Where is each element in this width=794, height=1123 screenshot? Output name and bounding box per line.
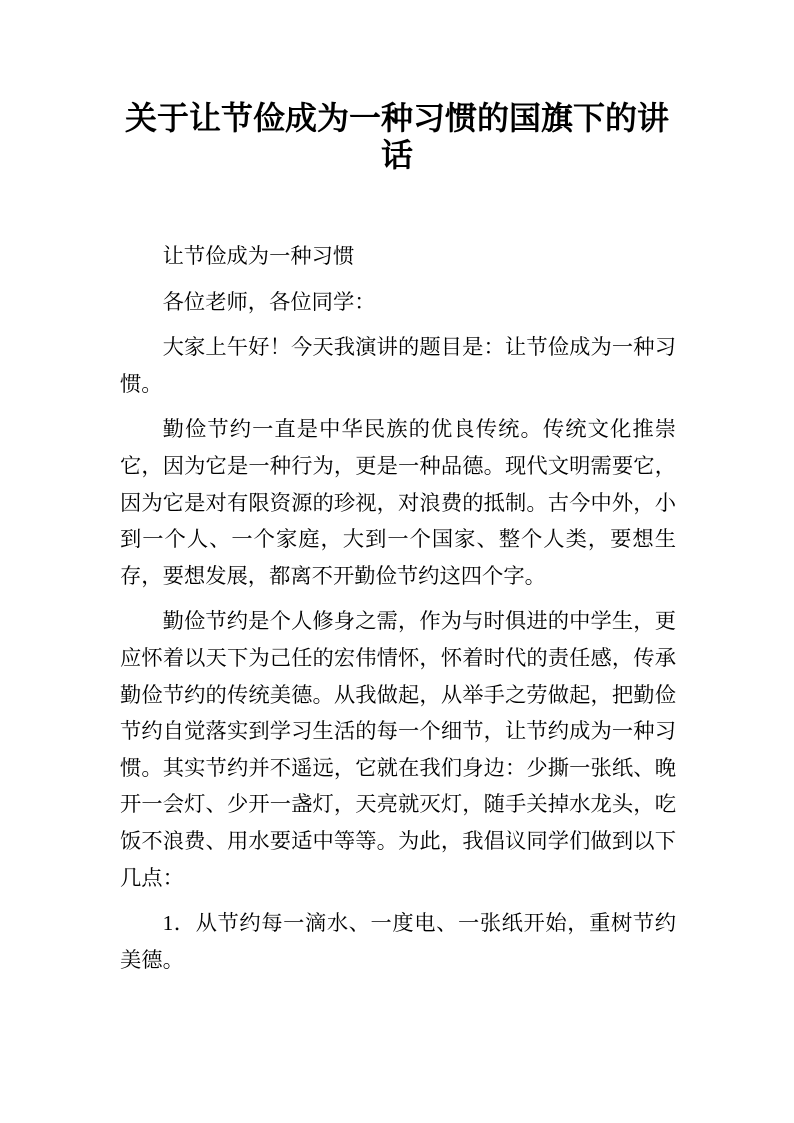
body-paragraph: 勤俭节约一直是中华民族的优良传统。传统文化推崇它，因为它是一种行为，更是一种品德。现代文明需要它，因为它是对有限资源的珍视，对浪费的抵制。古今中外，小到一个人、一个家庭，大到一个国家、整个人类，要想生存，要想发展，都离不开勤俭节约这四个字。	[120, 417, 676, 588]
list-item: 1．从节约每一滴水、一度电、一张纸开始，重树节约美德。	[120, 911, 676, 972]
subtitle-paragraph: 让节俭成为一种习惯	[162, 244, 355, 268]
document-title: 关于让节俭成为一种习惯的国旗下的讲话	[124, 100, 669, 173]
salutation-paragraph: 各位老师，各位同学：	[162, 289, 376, 314]
body-paragraph: 勤俭节约是个人修身之需，作为与时俱进的中学生，更应怀着以天下为己任的宏伟情怀，怀着时代的责任感，传承勤俭节约的传统美德。从我做起，从举手之劳做起，把勤俭节约自觉落实到学习生活的每一个细节，让节约成为一种习惯。其实节约并不遥远，它就在我们身边：少撕一张纸、晚开一会灯、少开一盏灯，天亮就灭灯，随手关掉水龙头，吃饭不浪费、用水要适中等等。为此，我倡议同学们做到以下几点：	[120, 609, 676, 890]
document-body	[120, 238, 676, 987]
greeting-paragraph: 大家上午好！今天我演讲的题目是：让节俭成为一种习惯。	[120, 335, 676, 396]
